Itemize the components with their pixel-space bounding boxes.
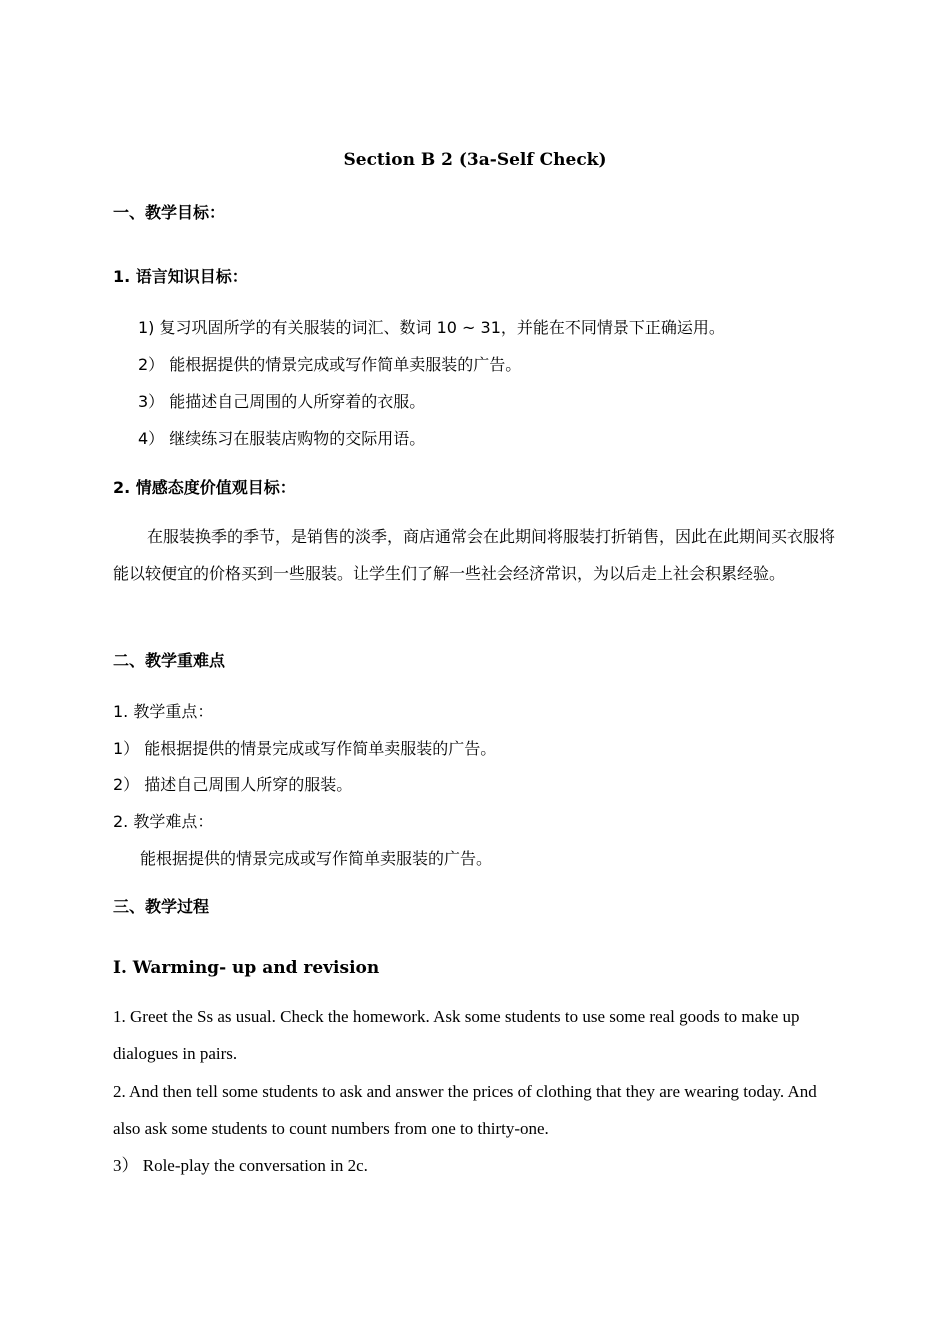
list-item: 2. And then tell some students to ask and answer the prices of clothing that they are wearing today. And also ask some students to count numbers from one to thirty-one. bbox=[113, 1082, 817, 1138]
list-item: 1) 复习巩固所学的有关服装的词汇、数词 10 ~ 31，并能在不同情景下正确运用。 bbox=[138, 318, 725, 337]
document-title: Section B 2 (3a-Self Check) bbox=[343, 150, 607, 170]
key-points-heading: 1. 教学重点： bbox=[113, 702, 214, 721]
list-item: 1） 能根据提供的情景完成或写作简单卖服装的广告。 bbox=[113, 739, 497, 758]
section-heading-objectives: 一、教学目标： bbox=[113, 203, 226, 222]
list-item: 3） 能描述自己周围的人所穿着的衣服。 bbox=[138, 392, 426, 411]
list-item: 2） 能根据提供的情景完成或写作简单卖服装的广告。 bbox=[138, 355, 522, 374]
section-heading-key-points: 二、教学重难点 bbox=[113, 651, 226, 670]
list-item: 3） Role-play the conversation in 2c. bbox=[113, 1156, 368, 1175]
difficult-points-heading: 2. 教学难点： bbox=[113, 812, 214, 831]
section-heading-process: 三、教学过程 bbox=[113, 897, 210, 916]
list-item: 能根据提供的情景完成或写作简单卖服装的广告。 bbox=[140, 849, 493, 868]
list-item: 1. Greet the Ss as usual. Check the homework. Ask some students to use some real goods to make up dialogues in pairs. bbox=[113, 1007, 800, 1063]
part-heading-warming-up: Ⅰ. Warming- up and revision bbox=[113, 958, 380, 978]
subheading-language-goals: 1. 语言知识目标： bbox=[113, 267, 248, 286]
list-item: 2） 描述自己周围人所穿的服装。 bbox=[113, 775, 353, 794]
list-item: 4） 继续练习在服装店购物的交际用语。 bbox=[138, 429, 426, 448]
values-paragraph: 在服装换季的季节，是销售的淡季，商店通常会在此期间将服装打折销售，因此在此期间买衣服将能以较便宜的价格买到一些服装。让学生们了解一些社会经济常识，为以后走上社会积累经验。 bbox=[113, 527, 836, 583]
subheading-values-goals: 2. 情感态度价值观目标： bbox=[113, 478, 296, 497]
